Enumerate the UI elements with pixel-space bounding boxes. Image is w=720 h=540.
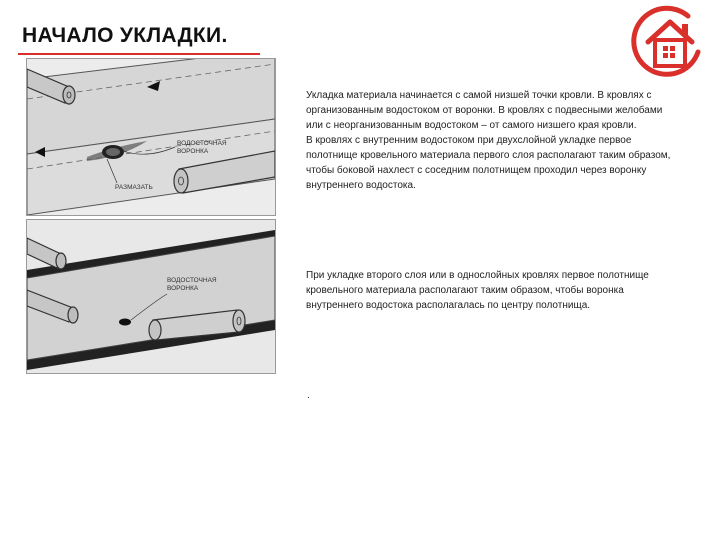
funnel-label-line2: ВОРОНКА [167, 285, 199, 292]
slide-title: НАЧАЛО УКЛАДКИ. [22, 24, 228, 47]
funnel-label-line2: ВОРОНКА [177, 148, 209, 155]
illustration-first-layer [26, 58, 276, 216]
illustration-second-layer [26, 219, 276, 374]
text-block-second [306, 268, 678, 313]
text-block-first [306, 88, 678, 193]
funnel-label-line1: ВОДОСТОЧНАЯ [167, 277, 217, 284]
title-underline [18, 53, 260, 55]
trailing-dot: . [307, 390, 310, 401]
paragraph: Укладка материала начинается с самой низшей точки кровли. В кровлях с организованным водостоком от воронки. В кровлях с подвесными желобами или с неорганизованным водостоком – от самого низшего края кровли. [306, 90, 663, 131]
paragraph: При укладке второго слоя или в однослойных кровлях первое полотнище кровельного материала располагают таким образом, чтобы воронка внутреннего водостока располагалась по центру полотнища. [306, 270, 649, 311]
house-logo-icon [626, 2, 708, 82]
paragraph: В кровлях с внутренним водостоком при двухслойной укладке первое полотнище кровельного материала первого слоя располагают таким образом, чтобы боковой нахлест с соседним полотнищем проходил через воронку внутреннего водостока. [306, 135, 671, 191]
smear-label: РАЗМАЗАТЬ [115, 184, 153, 191]
funnel-label-line1: ВОДОСТОЧНАЯ [177, 140, 227, 147]
